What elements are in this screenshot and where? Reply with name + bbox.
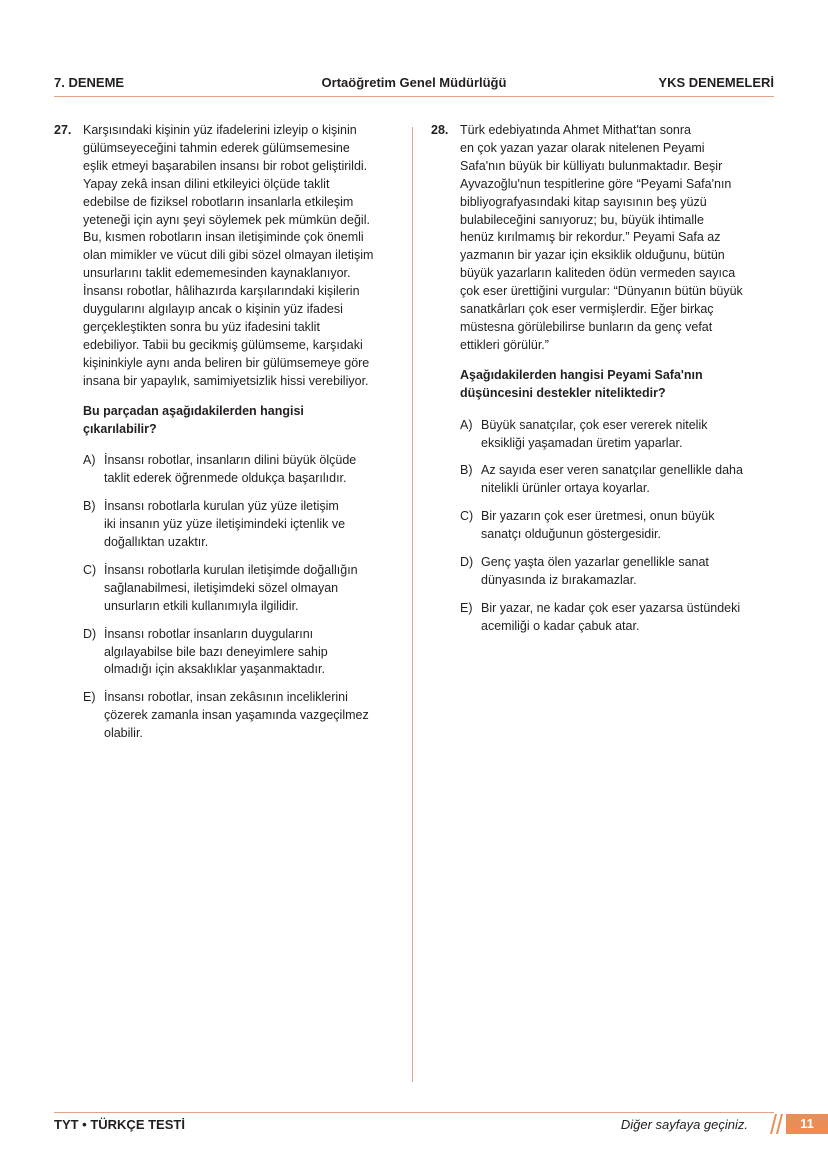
passage-line: edebilse de fiziksel robotların insanlarla etkileşim <box>83 194 354 209</box>
passage-line: unsurlarını taklit edememesinden kaynaklanıyor. <box>83 266 351 281</box>
passage-line: bulabileceğini sanıyoruz; bu, büyük ihtimalle <box>460 212 704 227</box>
option-letter: D) <box>460 555 474 570</box>
exam-label: 7. DENEME <box>54 75 125 90</box>
page-number: 11 <box>786 1114 828 1134</box>
passage-line: Karşısındaki kişinin yüz ifadelerini izleyip o kişinin <box>83 123 357 137</box>
option-d[interactable]: D) Genç yaşta ölen yazarlar genellikle sanat dünyasında iz bırakamazlar. <box>460 555 709 587</box>
passage-line: olan mimikler ve vücut dili gibi sözel olmayan iletişim <box>83 248 374 263</box>
question-28 <box>431 122 776 646</box>
passage-line: İnsansı robotlar, hâlihazırda karşılarındaki kişilerin <box>83 284 360 299</box>
passage-line: Safa'nın büyük bir külliyatı bulunmaktadır. Beşir <box>460 158 723 173</box>
passage-line: duygularını algılayıp ancak o kişinin yüz ifadesi <box>83 302 343 317</box>
answer-options <box>83 452 399 743</box>
question-number: 27. <box>54 123 72 137</box>
test-name: TYT • TÜRKÇE TESTİ <box>54 1117 185 1132</box>
passage-line: yeteneği için aynı şeyi söylemek pek mümkün değil. <box>83 212 370 227</box>
passage-line: yazmanın bir yazar için eksiklik olduğunu, bütün <box>460 248 725 263</box>
next-page-note: Diğer sayfaya geçiniz. <box>620 1117 748 1132</box>
passage-line: kişininkiyle aynı anda beliren bir gülümsemeye göre <box>83 355 370 370</box>
passage-line: Türk edebiyatında Ahmet Mithat'tan sonra <box>460 123 691 137</box>
option-letter: B) <box>83 499 96 514</box>
passage-line: henüz kırılmamış bir rekordur.” Peyami Safa az <box>460 230 721 245</box>
question-stem: Aşağıdakilerden hangisi Peyami Safa'nın düşüncesini destekler niteliktedir? <box>460 367 703 400</box>
option-letter: C) <box>460 509 474 524</box>
option-letter: A) <box>460 417 473 432</box>
question-27 <box>54 122 399 753</box>
option-letter: D) <box>83 626 97 641</box>
passage-line: Yapay zekâ insan dilini etkileyici ölçüde taklit <box>83 176 330 191</box>
option-letter: C) <box>83 562 97 577</box>
publisher-label: Ortaöğretim Genel Müdürlüğü <box>321 75 507 90</box>
option-letter: B) <box>460 463 473 478</box>
series-label: YKS DENEMELERİ <box>658 75 774 90</box>
passage-line: çok eser ürettiğini vurgular: “Dünyanın bütün büyük <box>460 284 743 299</box>
option-b[interactable]: B) Az sayıda eser veren sanatçılar genellikle daha nitelikli ürünler ortaya koyarlar. <box>460 463 743 496</box>
passage-line: gerçekleştikten sonra bu yüz ifadesini taklit <box>83 319 320 334</box>
option-d[interactable]: D) İnsansı robotlar insanların duygularını algılayabilse bile bazı deneyimlere sahip olmadığı için aksaklıklar yaşanmaktadır. <box>83 626 328 677</box>
column-divider <box>412 127 413 1082</box>
question-number: 28. <box>431 123 449 137</box>
question-passage <box>460 122 776 355</box>
passage-line: Ayvazoğlu'nun tespitlerine göre “Peyami Safa'nın <box>460 176 732 191</box>
passage-line: ettikleri görülür.” <box>460 337 549 352</box>
option-e[interactable]: E) Bir yazar, ne kadar çok eser yazarsa üstündeki acemiliği o kadar çabuk atar. <box>460 600 741 633</box>
option-a[interactable]: A) İnsansı robotlar, insanların dilini büyük ölçüde taklit ederek öğrenmede oldukça başarılıdır. <box>83 453 357 486</box>
option-c[interactable]: C) Bir yazarın çok eser üretmesi, onun büyük sanatçı olduğunun göstergesidir. <box>460 509 715 542</box>
passage-line: gülümseyeceğini tahmin ederek gülümsemesine <box>83 140 350 155</box>
option-letter: E) <box>460 600 473 615</box>
question-passage <box>83 122 399 391</box>
footer-divider <box>54 1112 774 1113</box>
option-letter: E) <box>83 690 96 705</box>
passage-line: insana bir yapaylık, samimiyetsizlik hissi verebiliyor. <box>83 373 369 388</box>
passage-line: büyük yazarların kaliteden ödün vermeden sayıca <box>460 266 736 281</box>
passage-line: en çok yazan yazar olarak nitelenen Peyami <box>460 140 705 155</box>
option-b[interactable]: B) İnsansı robotlarla kurulan yüz yüze iletişim iki insanın yüz yüze iletişimindeki içtenlik ve doğallıktan uzaktır. <box>83 499 346 550</box>
page-header <box>54 75 774 93</box>
passage-line: Bu, kısmen robotların insan iletişiminde çok önemli <box>83 230 364 245</box>
decorative-stripes-icon <box>768 1114 786 1134</box>
passage-line: edebiliyor. Tabii bu gecikmiş gülümseme, karşıdaki <box>83 337 363 352</box>
option-c[interactable]: C) İnsansı robotlarla kurulan iletişimde doğallığın sağlanabilmesi, iletişimdeki sözel olmayan unsurların etkili kullanımıyla ilgilidir. <box>83 562 358 613</box>
question-stem: Bu parçadan aşağıdakilerden hangisi çıkarılabilir? <box>83 403 304 436</box>
passage-line: eşlik etmeyi başarabilen insansı bir robot geliştirildi. <box>83 158 368 173</box>
option-a[interactable]: A) Büyük sanatçılar, çok eser vererek nitelik eksikliği yaşamadan üretim yaparlar. <box>460 417 708 450</box>
header-divider <box>54 96 774 97</box>
option-letter: A) <box>83 453 96 468</box>
passage-line: müstesna görülebilirse bunların da genç vefat <box>460 319 713 334</box>
option-e[interactable]: E) İnsansı robotlar, insan zekâsının inceliklerini çözerek zamanla insan yaşamında vazgeçilmez olabilir. <box>83 690 369 741</box>
answer-options <box>460 417 776 636</box>
passage-line: sanatkârları çok eser vermişlerdir. Eğer birkaç <box>460 302 714 317</box>
passage-line: bibliyografyasındaki kitap sayısının beş yüzü <box>460 194 707 209</box>
